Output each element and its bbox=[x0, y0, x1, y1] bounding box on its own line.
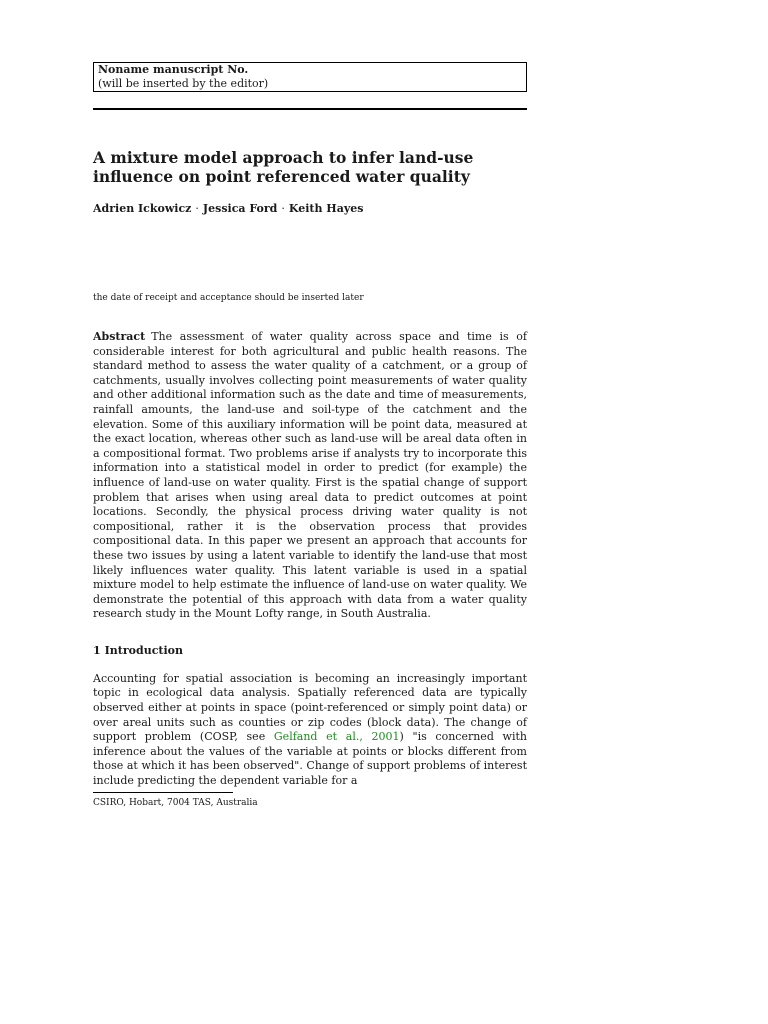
section-heading bbox=[93, 644, 527, 658]
section-number: 1 bbox=[93, 643, 101, 657]
author-list bbox=[93, 202, 527, 216]
editor-note: (will be inserted by the editor) bbox=[98, 77, 269, 90]
citation-comma: , bbox=[359, 730, 372, 744]
header-rule bbox=[93, 108, 527, 110]
introduction-paragraph bbox=[93, 672, 527, 789]
intro-text: ) "is concerned with inference about the values of the variable at points or blocks different from those at which it has been observed". Change of support problems of interest include predicting the dependent variable for a bbox=[93, 730, 527, 788]
author-name: Adrien Ickowicz bbox=[93, 202, 192, 215]
author-separator: · bbox=[281, 202, 285, 215]
footnote-rule bbox=[93, 792, 233, 793]
intro-text: Accounting for spatial association is becoming an increasingly important topic in ecological data analysis. Spatially referenced data are typically observed either at points in space (point-referenced or simply point data) or over areal units such as counties or zip codes (block data). The change of support problem (COSP, see bbox=[93, 671, 527, 744]
author-separator: · bbox=[195, 202, 199, 215]
author-affiliation: CSIRO, Hobart, 7004 TAS, Australia bbox=[93, 797, 258, 808]
citation-link[interactable] bbox=[274, 730, 400, 743]
citation-authors[interactable]: Gelfand et al. bbox=[273, 730, 360, 744]
paper-title: A mixture model approach to infer land-use influence on point referenced water quality bbox=[93, 148, 474, 186]
section-title: Introduction bbox=[104, 643, 183, 657]
manuscript-number-box bbox=[93, 62, 527, 92]
paper-page bbox=[93, 62, 527, 809]
author-name: Jessica Ford bbox=[202, 202, 278, 215]
abstract-text: The assessment of water quality across space and time is of considerable interest for both agricultural and public health reasons. The standard method to assess the water quality of a catchment, or a group of catchments, usually involves collecting point measurements of water quality and other additional information such as the date and time of measurements, rainfall amounts, the land-use and soil-type of the catchment and the elevation. Some of this auxiliary information will be point data, measured at the exact location, whereas other such as land-use will be areal data often in a compositional format. Two problems arise if analysts try to incorporate this information into a statistical model in order to predict (for example) the influence of land-use on water quality. First is the spatial change of support problem that arises when using areal data to predict outcomes at point locations. Secondly, the physical process driving water quality is not compositional, rather it is the observation process that provides compositional data. In this paper we present an approach that accounts for these two issues by using a latent variable to identify the land-use that most likely influences water quality. This latent variable is used in a spatial mixture model to help estimate the influence of land-use on water quality. We demonstrate the potential of this approach with data from a water quality research study in the Mount Lofty range, in South Australia. bbox=[93, 330, 527, 621]
abstract-label: Abstract bbox=[93, 330, 146, 343]
author-name: Keith Hayes bbox=[288, 202, 364, 215]
abstract bbox=[93, 330, 527, 622]
dates-note: the date of receipt and acceptance should be inserted later bbox=[93, 293, 364, 303]
citation-year[interactable]: 2001 bbox=[371, 730, 400, 744]
manuscript-number-label: Noname manuscript No. bbox=[98, 63, 249, 76]
